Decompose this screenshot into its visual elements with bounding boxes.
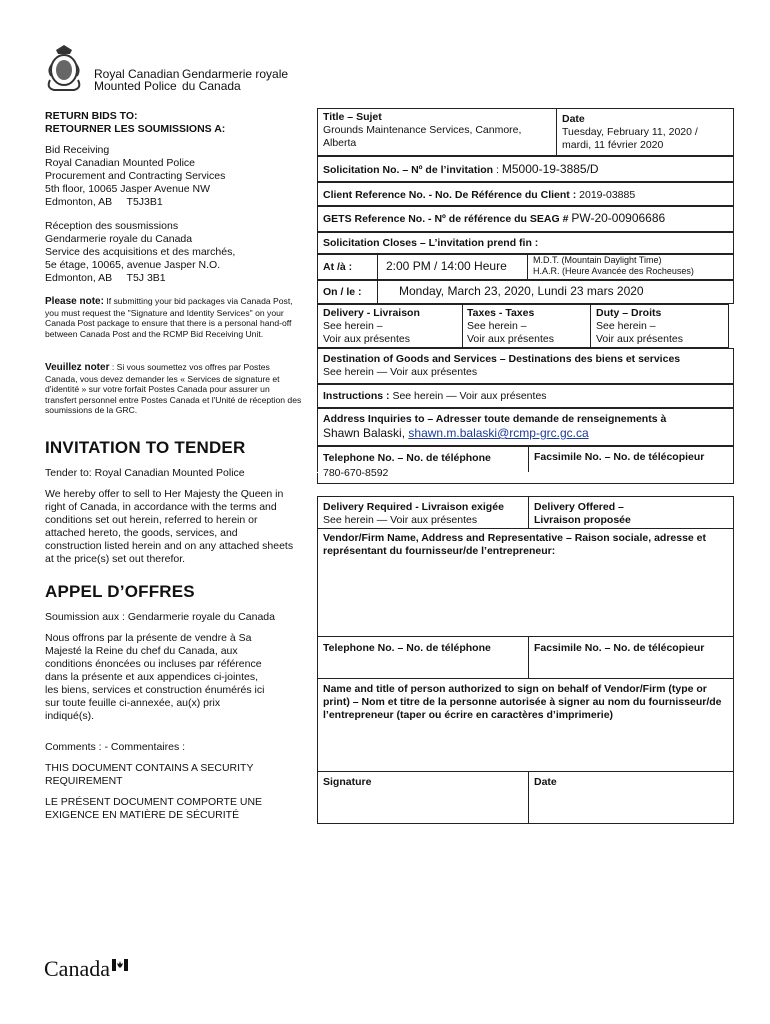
address-en: Bid Receiving Royal Canadian Mounted Police Procurement and Contracting Services 5th floor, 10065 Jasper Avenue NW Edmonton, AB T5J3B1 <box>45 144 226 208</box>
duty-cell: Duty – Droits See herein – Voir aux présentes <box>596 307 683 345</box>
phone-cell: Telephone No. – No. de téléphone 780-670-8592 <box>323 452 491 479</box>
delivery-cell: Delivery - Livraison See herein – Voir aux présentes <box>323 307 420 345</box>
address-fr: Réception des sousmissions Gendarmerie royale du Canada Service des acquisitions et des marchés, 5e étage, 10065, avenue Jasper N.O. Edmonton, AB T5J 3B1 <box>45 220 236 284</box>
return-bids-heading: RETURN BIDS TO: RETOURNER LES SOUMISSIONS A: <box>45 110 226 135</box>
org-name-fr: Gendarmerie royale du Canada <box>182 67 289 93</box>
gets-cell: GETS Reference No. - Nº de référence du SEAG # PW-20-00906686 <box>323 211 666 225</box>
on-value: Monday, March 23, 2020, Lundi 23 mars 2020 <box>399 284 644 298</box>
vendor-label: Vendor/Firm Name, Address and Representative – Raison sociale, adresse et représentant du fournisseur/de l’entrepreneur: <box>323 532 707 557</box>
timezone: M.D.T. (Mountain Daylight Time) H.A.R. (Heure Avancée des Rocheuses) <box>533 255 694 276</box>
signature-date-label: Date <box>534 776 557 788</box>
offer-en: We hereby offer to sell to Her Majesty the Queen in right of Canada, in accordance with the terms and conditions set out herein, referred to herein or attached hereto, the goods, services, and construction listed herein and on any attached sheets at the price(s) set out therefor. <box>45 488 294 565</box>
closes-label: Solicitation Closes – L’invitation prend fin : <box>323 237 539 249</box>
on-label: On / le : <box>323 286 362 298</box>
solicitation-cell: Solicitation No. – Nº de l’invitation : M5000-19-3885/D <box>323 162 599 176</box>
security-fr: LE PRÉSENT DOCUMENT COMPORTE UNE EXIGENCE EN MATIÈRE DE SÉCURITÉ <box>45 796 263 821</box>
destination-cell: Destination of Goods and Services – Destinations des biens et services See herein — Voir aux présentes <box>323 353 681 378</box>
authorized-field[interactable] <box>318 724 732 770</box>
rcmp-crest-icon <box>44 44 84 92</box>
at-label: At /à : <box>323 261 353 273</box>
org-name-en: Royal Canadian Mounted Police <box>94 67 180 93</box>
soumission: Soumission aux : Gendarmerie royale du Canada <box>45 611 275 623</box>
canada-wordmark: Canada <box>44 956 110 981</box>
delivery-required-cell: Delivery Required - Livraison exigée See herein — Voir aux présentes <box>323 501 504 526</box>
fax-cell: Facsimile No. – No. de télécopieur <box>534 451 705 463</box>
title-cell: Title – Sujet Grounds Maintenance Services, Canmore, Alberta <box>323 111 522 149</box>
note-fr: Veuillez noter : Si vous soumettez vos offres par Postes Canada, vous devez demander les « Services de signature et d'identité » sur votre forfait Postes Canada pour assurer un transfert personnel entre Postes Canada et l'Unité de réception des soumissions de la GRC. <box>45 362 302 416</box>
tender-to: Tender to: Royal Canadian Mounted Police <box>45 467 245 479</box>
vendor-phone-label: Telephone No. – No. de téléphone <box>323 642 491 654</box>
delivery-offered-cell: Delivery Offered – Livraison proposée <box>534 501 631 526</box>
taxes-cell: Taxes - Taxes See herein – Voir aux présentes <box>467 307 554 345</box>
at-value: 2:00 PM / 14:00 Heure <box>386 259 507 273</box>
vendor-field[interactable] <box>318 560 732 636</box>
inquiries-email-link[interactable]: shawn.m.balaski@rcmp-grc.gc.ca <box>408 426 589 440</box>
authorized-label: Name and title of person authorized to sign on behalf of Vendor/Firm (type or print) – Nom et titre de la personne autorisée à signer au nom du fournisseur/de l’entrepreneur (taper ou écrire en caractères d’imprimerie) <box>323 683 722 721</box>
vendor-fax-label: Facsimile No. – No. de télécopieur <box>534 642 705 654</box>
appel-title: APPEL D’OFFRES <box>45 582 195 601</box>
note-en: Please note: If submitting your bid packages via Canada Post, you must request the "Signature and Identity Services" on your Canada Post package to ensure that there is a personal hand-off between Canada Post and the RCMP Bid Receiving Unit. <box>45 296 293 339</box>
inquiries-cell: Address Inquiries to – Adresser toute demande de renseignements à Shawn Balaski, shawn.m.balaski@rcmp-grc.gc.ca <box>323 413 667 440</box>
comments: Comments : - Commentaires : <box>45 741 186 753</box>
instructions-cell: Instructions : See herein — Voir aux présentes <box>323 390 547 402</box>
security-en: THIS DOCUMENT CONTAINS A SECURITY REQUIREMENT <box>45 762 254 787</box>
offer-fr: Nous offrons par la présente de vendre à Sa Majesté la Reine du chef du Canada, aux conditions énoncées ou incluses par référence dans la présente et aux appendices ci-jointes, les biens, services et construction énumérés ici sur toute feuille ci-annexée, au(x) prix indiqué(s). <box>45 632 265 722</box>
date-cell: Date Tuesday, February 11, 2020 / mardi, 11 février 2020 <box>562 113 698 151</box>
invitation-title: INVITATION TO TENDER <box>45 438 246 457</box>
client-ref-cell: Client Reference No. - No. De Référence du Client : 2019-03885 <box>323 189 636 201</box>
signature-label: Signature <box>323 776 372 788</box>
canada-flag-icon <box>112 958 128 970</box>
